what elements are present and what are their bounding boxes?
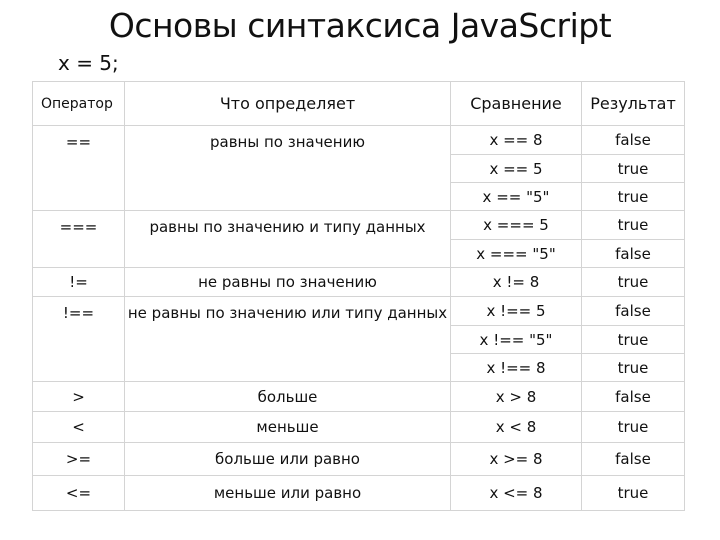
variable-declaration: x = 5; — [58, 51, 119, 75]
result-cell: true — [582, 476, 685, 511]
comparison-cell: x == 5 — [451, 155, 582, 183]
result-cell: true — [582, 412, 685, 443]
description-cell: равны по значению и типу данных — [125, 211, 451, 268]
comparison-cell: x === "5" — [451, 240, 582, 268]
table-row — [33, 382, 685, 412]
page-title: Основы синтаксиса JavaScript — [108, 6, 612, 45]
description-cell: больше — [125, 382, 451, 412]
comparison-cell: x === 5 — [451, 211, 582, 240]
comparison-cell: x !== "5" — [451, 326, 582, 354]
result-cell: false — [582, 126, 685, 155]
operator-cell: !== — [33, 297, 125, 382]
comparison-cell: x <= 8 — [451, 476, 582, 511]
result-cell: true — [582, 211, 685, 240]
comparison-cell: x != 8 — [451, 268, 582, 297]
result-cell: false — [582, 382, 685, 412]
operator-cell: > — [33, 382, 125, 412]
table-row — [33, 476, 685, 511]
description-cell: не равны по значению — [125, 268, 451, 297]
result-cell: false — [582, 443, 685, 476]
result-cell: true — [582, 354, 685, 382]
table-row — [33, 297, 685, 326]
comparison-cell: x >= 8 — [451, 443, 582, 476]
description-cell: больше или равно — [125, 443, 451, 476]
description-cell: меньше или равно — [125, 476, 451, 511]
description-cell: меньше — [125, 412, 451, 443]
operator-cell: === — [33, 211, 125, 268]
result-cell: true — [582, 268, 685, 297]
table-row — [33, 211, 685, 240]
result-cell: true — [582, 155, 685, 183]
header-row — [33, 82, 685, 126]
table-row — [33, 126, 685, 155]
operator-cell: <= — [33, 476, 125, 511]
table-row — [33, 412, 685, 443]
result-cell: true — [582, 326, 685, 354]
operator-cell: == — [33, 126, 125, 211]
operators-table — [32, 81, 685, 511]
header-operator: Оператор — [33, 82, 125, 126]
comparison-cell: x == "5" — [451, 183, 582, 211]
comparison-cell: x > 8 — [451, 382, 582, 412]
description-cell: равны по значению — [125, 126, 451, 211]
result-cell: false — [582, 240, 685, 268]
comparison-cell: x == 8 — [451, 126, 582, 155]
header-description: Что определяет — [125, 82, 451, 126]
header-result: Результат — [582, 82, 685, 126]
operator-cell: >= — [33, 443, 125, 476]
operator-cell: != — [33, 268, 125, 297]
table-row — [33, 443, 685, 476]
operator-cell: < — [33, 412, 125, 443]
description-cell: не равны по значению или типу данных — [125, 297, 451, 382]
comparison-cell: x < 8 — [451, 412, 582, 443]
comparison-cell: x !== 8 — [451, 354, 582, 382]
comparison-cell: x !== 5 — [451, 297, 582, 326]
result-cell: true — [582, 183, 685, 211]
result-cell: false — [582, 297, 685, 326]
header-comparison: Сравнение — [451, 82, 582, 126]
table-row — [33, 268, 685, 297]
